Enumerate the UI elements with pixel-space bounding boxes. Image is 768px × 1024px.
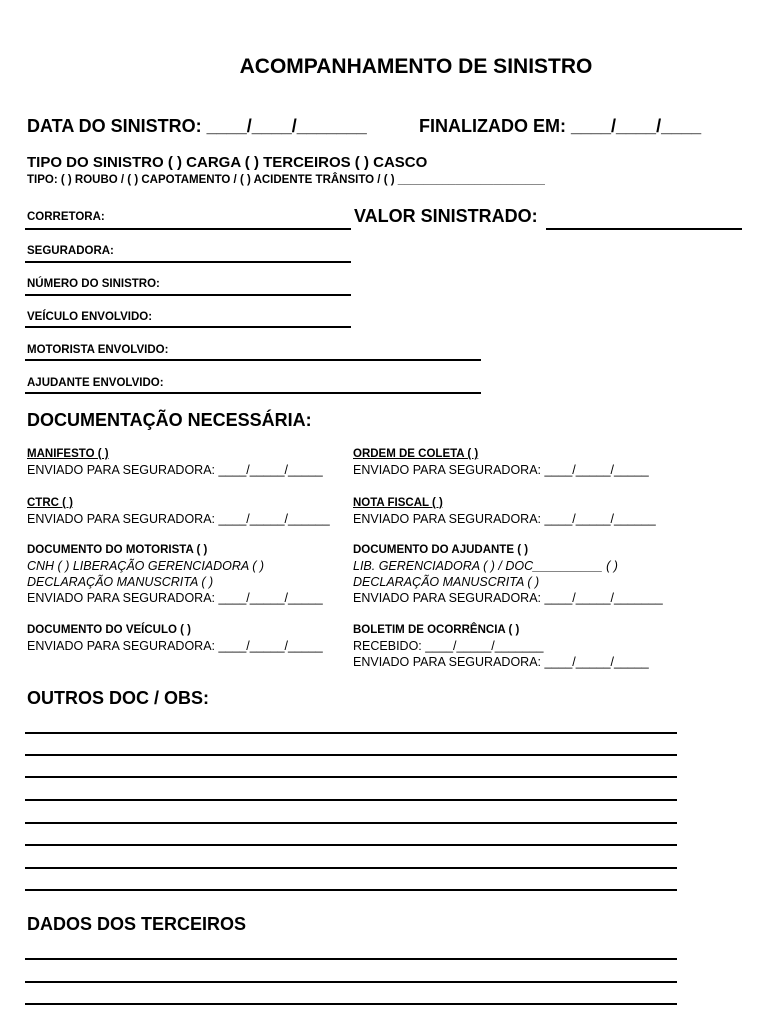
ajudante-label: AJUDANTE ENVOLVIDO: bbox=[27, 377, 164, 389]
corretora-line bbox=[25, 228, 351, 230]
terceiros-line bbox=[25, 981, 677, 983]
doc-ajudante-declaracao: DECLARAÇÃO MANUSCRITA ( ) bbox=[353, 575, 540, 589]
valor-sinistrado-label: VALOR SINISTRADO: bbox=[354, 206, 538, 226]
seguradora-line bbox=[25, 261, 351, 263]
doc-veiculo-label: DOCUMENTO DO VEÍCULO ( ) bbox=[27, 624, 191, 636]
obs-line bbox=[25, 732, 677, 734]
finalizado-em-label: FINALIZADO EM: ____/____/____ bbox=[419, 116, 702, 136]
manifesto-label: MANIFESTO ( ) bbox=[27, 448, 109, 460]
numero-sinistro-label: NÚMERO DO SINISTRO: bbox=[27, 278, 160, 290]
boletim-recebido: RECEBIDO: ____/_____/_______ bbox=[353, 639, 544, 653]
doc-veiculo-enviado: ENVIADO PARA SEGURADORA: ____/_____/_____ bbox=[27, 639, 323, 653]
obs-line bbox=[25, 889, 677, 891]
obs-line bbox=[25, 867, 677, 869]
seguradora-label: SEGURADORA: bbox=[27, 245, 114, 257]
motorista-label: MOTORISTA ENVOLVIDO: bbox=[27, 344, 169, 356]
obs-line bbox=[25, 754, 677, 756]
doc-ajudante-lib: LIB. GERENCIADORA ( ) / DOC__________ ( ) bbox=[353, 559, 618, 573]
obs-line bbox=[25, 776, 677, 778]
boletim-label: BOLETIM DE OCORRÊNCIA ( ) bbox=[353, 624, 520, 636]
ordem-coleta-enviado: ENVIADO PARA SEGURADORA: ____/_____/_____ bbox=[353, 463, 649, 477]
veiculo-line bbox=[25, 326, 351, 328]
doc-ajudante-enviado: ENVIADO PARA SEGURADORA: ____/_____/_______ bbox=[353, 591, 663, 605]
veiculo-label: VEÍCULO ENVOLVIDO: bbox=[27, 311, 153, 323]
manifesto-enviado: ENVIADO PARA SEGURADORA: ____/_____/_____ bbox=[27, 463, 323, 477]
doc-motorista-label: DOCUMENTO DO MOTORISTA ( ) bbox=[27, 544, 208, 556]
terceiros-line bbox=[25, 958, 677, 960]
ctrc-enviado: ENVIADO PARA SEGURADORA: ____/_____/______ bbox=[27, 512, 330, 526]
outros-heading: OUTROS DOC / OBS: bbox=[27, 688, 210, 708]
doc-motorista-cnh: CNH ( ) LIBERAÇÃO GERENCIADORA ( ) bbox=[27, 559, 265, 573]
doc-motorista-declaracao: DECLARAÇÃO MANUSCRITA ( ) bbox=[27, 575, 214, 589]
motorista-line bbox=[25, 359, 481, 361]
tipo-sinistro-label: TIPO DO SINISTRO ( ) CARGA ( ) TERCEIROS ( ) CASCO bbox=[27, 154, 428, 171]
terceiros-line bbox=[25, 1003, 677, 1005]
valor-sinistrado-line bbox=[546, 228, 742, 230]
ctrc-label: CTRC ( ) bbox=[27, 497, 73, 509]
ajudante-line bbox=[25, 392, 481, 394]
ordem-coleta-label: ORDEM DE COLETA ( ) bbox=[353, 448, 479, 460]
corretora-label: CORRETORA: bbox=[27, 211, 105, 223]
data-sinistro-label: DATA DO SINISTRO: ____/____/_______ bbox=[27, 116, 367, 136]
nota-fiscal-label: NOTA FISCAL ( ) bbox=[353, 497, 443, 509]
obs-line bbox=[25, 822, 677, 824]
doc-ajudante-label: DOCUMENTO DO AJUDANTE ( ) bbox=[353, 544, 529, 556]
obs-line bbox=[25, 844, 677, 846]
doc-motorista-enviado: ENVIADO PARA SEGURADORA: ____/_____/_____ bbox=[27, 591, 323, 605]
boletim-enviado: ENVIADO PARA SEGURADORA: ____/_____/_____ bbox=[353, 655, 649, 669]
numero-sinistro-line bbox=[25, 294, 351, 296]
nota-fiscal-enviado: ENVIADO PARA SEGURADORA: ____/_____/______ bbox=[353, 512, 656, 526]
obs-line bbox=[25, 799, 677, 801]
terceiros-heading: DADOS DOS TERCEIROS bbox=[27, 914, 247, 934]
tipo-label: TIPO: ( ) ROUBO / ( ) CAPOTAMENTO / ( ) ACIDENTE TRÂNSITO / ( ) _______________________ bbox=[27, 174, 545, 186]
documentacao-heading: DOCUMENTAÇÃO NECESSÁRIA: bbox=[27, 410, 312, 430]
page-title: ACOMPANHAMENTO DE SINISTRO bbox=[239, 55, 593, 78]
